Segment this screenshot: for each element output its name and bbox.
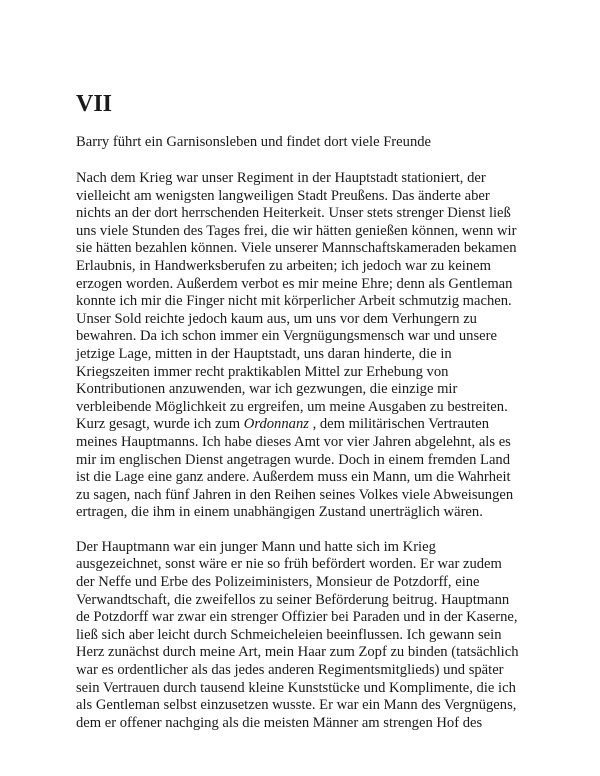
text-line: sie hätten bezahlen können. Viele unserer Mannschaftskameraden bekamen [76,240,517,257]
text-line: mir im englischen Dienst angetragen wurde. Doch in einem fremden Land [76,451,511,468]
text-line: jetzige Lage, mitten in der Hauptstadt, uns daran hinderte, die in [76,345,452,362]
text-line: uns viele Stunden des Tages frei, die wir hätten genießen können, wenn wir [76,222,517,239]
text-line: Nach dem Krieg war unser Regiment in der Hauptstadt stationiert, der [76,170,486,186]
text-line: Der Hauptmann war ein junger Mann und hatte sich im Krieg [76,538,436,555]
text-line: nichts an der dort herrschenden Heiterkeit. Unser stets strenger Dienst ließ [76,205,511,222]
text-line: Erlaubnis, in Handwerksberufen zu arbeiten; ich jedoch war zu keinem [76,257,491,274]
text-line: Kontributionen anzuwenden, war ich gezwungen, die einzige mir [76,381,458,398]
text-line: ausgezeichnet, sonst wäre er nie so früh befördert worden. Er war zudem [76,556,502,573]
italic-term-ordonnanz: Ordonnanz [243,416,309,433]
chapter-number: VII [76,91,113,117]
text-line: verbleibende Möglichkeit zu ergreifen, um meine Ausgaben zu bestreiten. [76,398,508,415]
text-line: ertragen, die ihm in einem unabhängigen Zustand unerträglich wären. [76,504,483,521]
paragraph-1 [76,170,536,522]
text-line: de Potzdorff war zwar ein strenger Offizier bei Paraden und in der Kaserne, [76,609,518,626]
text-line: ist die Lage eine ganz andere. Außerdem muss ein Mann, um die Wahrheit [76,469,511,486]
text-line: meines Hauptmanns. Ich habe dieses Amt vor vier Jahren abgelehnt, als es [76,433,511,450]
text-line: dem er offener nachging als die meisten Männer am strengen Hof des [76,714,483,731]
text-line: bewahren. Da ich schon immer ein Vergnügungsmensch war und unsere [76,328,497,345]
text-line: erzogen worden. Außerdem verbot es mir meine Ehre; denn als Gentleman [76,275,513,292]
text-line: Herz zunächst durch meine Art, mein Haar zum Zopf zu binden (tatsächlich [76,644,519,661]
document-page [76,90,536,749]
text-line: Verwandtschaft, die zweifellos zu seiner Beförderung beitrug. Hauptmann [76,591,510,608]
text-segment: Kurz gesagt, wurde ich zum [76,416,244,433]
text-segment: , dem militärischen Vertrauten [308,416,489,433]
text-line: zu sagen, nach fünf Jahren in den Reihen seines Volkes viele Abweisungen [76,486,514,503]
text-line: konnte ich mir die Finger nicht mit körperlicher Arbeit schmutzig machen. [76,293,512,310]
text-line: Kriegszeiten immer recht praktikablen Mittel zur Erhebung von [76,363,449,380]
text-line: Unser Sold reichte jedoch kaum aus, um uns vor dem Verhungern zu [76,310,477,327]
text-line: sein Vertrauen durch tausend kleine Kunststücke und Komplimente, die ich [76,679,516,696]
text-line-with-italic [76,416,536,434]
text-line: vielleicht am wenigsten langweiligen Stadt Preußens. Das änderte aber [76,187,490,204]
paragraph-2 [76,539,536,733]
text-line: der Neffe und Erbe des Polizeiministers, Monsieur de Potzdorff, eine [76,574,480,591]
chapter-subtitle: Barry führt ein Garnisonsleben und findet dort viele Freunde [76,134,432,150]
text-line: ließ sich aber leicht durch Schmeicheleien beeinflussen. Ich gewann sein [76,626,502,643]
text-line: war es ordentlicher als das jedes anderen Regimentsmitglieds) und später [76,662,504,679]
text-line: als Gentleman selbst einzusetzen wusste. Er war ein Mann des Vergnügens, [76,697,517,714]
